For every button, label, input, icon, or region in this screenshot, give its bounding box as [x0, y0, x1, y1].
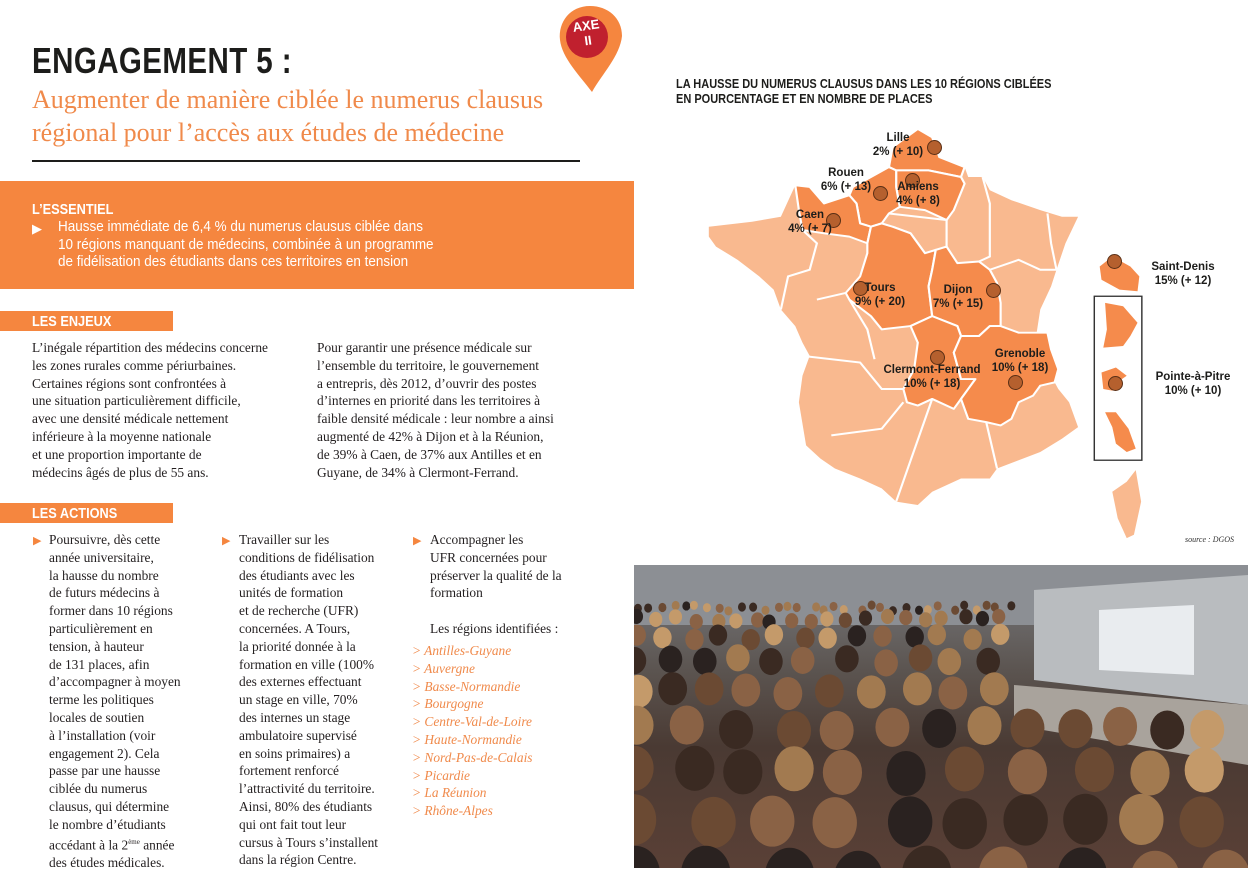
student-head	[693, 648, 717, 675]
student-head	[935, 611, 948, 626]
student-head	[791, 647, 815, 674]
student-head	[1075, 747, 1114, 792]
city-label	[821, 166, 871, 194]
student-head	[922, 709, 956, 748]
map-source: source : DGOS	[1185, 535, 1235, 544]
triangle-bullet-icon: ▶	[32, 222, 42, 237]
region-item: > Picardie	[412, 767, 470, 783]
city-dot-dijon	[986, 283, 1001, 298]
student-head	[1058, 847, 1108, 868]
student-head	[976, 648, 1000, 675]
student-head	[703, 603, 711, 612]
region-item: > Nord-Pas-de-Calais	[412, 749, 533, 765]
student-head	[835, 645, 859, 672]
city-label	[855, 281, 905, 309]
student-head	[729, 613, 742, 628]
lecture-hall-photo	[634, 565, 1248, 868]
actions-col1	[49, 531, 181, 872]
student-head	[777, 711, 811, 750]
student-head	[991, 624, 1009, 645]
student-head	[902, 846, 952, 868]
city-value: 6% (+ 13)	[820, 181, 872, 193]
student-head	[968, 706, 1002, 745]
city-value: 2% (+ 10)	[872, 146, 924, 158]
city-name: Dijon	[943, 284, 973, 296]
student-head	[675, 746, 714, 791]
student-head	[979, 846, 1029, 868]
student-head	[1119, 794, 1163, 845]
student-head	[783, 602, 791, 611]
student-head	[951, 606, 959, 615]
student-head	[634, 846, 660, 868]
actions-title: LES ACTIONS	[32, 505, 118, 522]
badge-line2: II	[583, 32, 593, 49]
student-head	[881, 609, 894, 624]
city-value: 10% (+ 10)	[1164, 385, 1222, 397]
student-head	[1179, 796, 1223, 847]
city-dot-pointe-à-pitre	[1108, 376, 1123, 391]
city-name: Lille	[886, 132, 910, 144]
city-label	[788, 208, 832, 236]
badge-line1: AXE	[571, 16, 601, 35]
student-head	[690, 601, 698, 610]
student-head	[685, 629, 703, 650]
student-head	[750, 796, 794, 847]
student-head	[709, 624, 727, 645]
city-value: 10% (+ 18)	[903, 378, 961, 390]
student-head	[848, 625, 866, 646]
city-value: 15% (+ 12)	[1154, 275, 1212, 287]
city-value: 4% (+ 8)	[896, 195, 940, 207]
student-head	[899, 610, 912, 625]
student-head	[812, 602, 820, 611]
region-item: > Basse-Normandie	[412, 678, 521, 694]
student-head	[669, 609, 682, 624]
student-head	[886, 751, 925, 796]
student-head	[813, 797, 857, 848]
superscript: ème	[128, 837, 140, 846]
student-head	[1007, 601, 1015, 610]
student-head	[839, 613, 852, 628]
enjeux-col2: Pour garantir une présence médicale sur l’ensemble du territoire, le gouvernement a entrepris, dès 2012, d’ouvrir des postes d’internes en priorité dans les territoires à faible densité médicale : leur nombre a ainsi augmenté de 42% à Dijon et à la Réunion, de 39% à Caen, de 37% aux Antilles et en Guyane, de 34% à Clermont-Ferrand.	[317, 340, 554, 480]
page-title: ENGAGEMENT 5 :	[32, 40, 292, 81]
student-head	[1103, 707, 1137, 746]
student-head	[723, 749, 762, 794]
student-head	[1150, 710, 1184, 749]
city-label	[1156, 370, 1231, 398]
student-head	[983, 601, 991, 610]
actions-col3: Accompagner les UFR concernées pour préserver la qualité de la formation	[430, 532, 562, 601]
city-dot-lille	[927, 140, 942, 155]
city-label	[873, 131, 923, 159]
city-value: 4% (+ 7)	[788, 223, 832, 235]
student-head	[672, 601, 680, 610]
city-name: Pointe-à-Pitre	[1155, 371, 1231, 383]
city-name: Grenoble	[994, 348, 1046, 360]
city-name: Clermont-Ferrand	[883, 364, 981, 376]
enjeux-header	[0, 311, 173, 331]
student-head	[830, 602, 838, 611]
student-head	[873, 626, 891, 647]
essentiel-title: L’ESSENTIEL	[32, 201, 114, 218]
student-head	[823, 750, 862, 795]
essentiel-text: Hausse immédiate de 6,4 % du numerus clausus ciblée dans 10 régions manquant de médecins, combinée à un programme de fidélisation des étudiants dans ces territoires en tension	[58, 219, 434, 270]
student-head	[773, 677, 802, 710]
student-head	[681, 846, 731, 868]
city-value: 9% (+ 20)	[854, 296, 906, 308]
student-head	[695, 672, 724, 705]
student-head	[876, 603, 884, 612]
axe-badge	[556, 4, 624, 94]
student-head	[980, 672, 1009, 705]
student-head	[959, 609, 972, 624]
student-head	[1058, 709, 1092, 748]
student-head	[634, 794, 656, 845]
city-name: Amiens	[897, 181, 939, 193]
actions-header	[0, 503, 173, 523]
city-label	[933, 283, 983, 311]
student-head	[938, 648, 962, 675]
student-head	[1003, 795, 1047, 846]
student-head	[716, 604, 724, 613]
student-head	[888, 796, 932, 847]
enjeux-col1: L’inégale répartition des médecins concerne les zones rurales comme périurbaines. Certaines régions sont confrontées à une situation particulièrement difficile, avec une densité médicale nettement inférieure à la moyenne nationale et une proportion importante de médecins âgés de plus de 55 ans.	[32, 340, 268, 480]
region-item: > La Réunion	[412, 785, 487, 801]
city-dot-rouen	[873, 186, 888, 201]
student-head	[765, 624, 783, 645]
student-head	[943, 798, 987, 849]
student-head	[762, 606, 770, 615]
student-head	[834, 851, 884, 868]
student-head	[934, 601, 942, 610]
student-head	[726, 644, 750, 671]
region-corse	[1112, 470, 1141, 538]
student-head	[903, 672, 932, 705]
student-head	[653, 627, 671, 648]
actions-col1-text: Poursuivre, dès cette année universitaire, la hausse du nombre de futurs médecins à former dans 10 régions particulièrement en tension, à hauteur de 131 places, afin d’accompagner à moyen terme les politiques locales de soutien à l’installation (voir engagement 2). Cela passe par une hausse ciblée du numerus clausus, qui détermine le nombre d’étudiants accédant à la 2	[49, 532, 181, 853]
student-head	[805, 614, 818, 629]
actions-col1-end: année des études médicales.	[49, 837, 175, 870]
city-label	[883, 363, 980, 391]
region-guyane	[1103, 303, 1137, 348]
city-dot-grenoble	[1008, 375, 1023, 390]
student-head	[670, 706, 704, 745]
student-head	[765, 848, 815, 868]
student-head	[928, 624, 946, 645]
student-head	[945, 746, 984, 791]
regions-title: Les régions identifiées :	[430, 621, 559, 636]
city-dot-saint-denis	[1107, 254, 1122, 269]
city-label	[1151, 260, 1214, 288]
student-head	[915, 606, 923, 615]
region-item: > Antilles-Guyane	[412, 643, 512, 658]
student-head	[634, 647, 646, 674]
student-head	[960, 601, 968, 610]
student-head	[1063, 794, 1107, 845]
student-head	[1010, 709, 1044, 748]
triangle-bullet-icon: ▶	[413, 534, 422, 547]
student-head	[731, 674, 760, 707]
student-head	[634, 706, 654, 745]
student-head	[793, 603, 801, 612]
student-head	[1201, 850, 1248, 868]
city-label	[992, 347, 1049, 375]
essentiel-box	[0, 181, 634, 289]
student-head	[691, 797, 735, 848]
student-head	[751, 612, 764, 627]
region-item: > Centre-Val-de-Loire	[412, 714, 532, 730]
student-head	[909, 644, 933, 671]
student-head	[724, 606, 732, 615]
student-head	[759, 648, 783, 675]
student-head	[815, 674, 844, 707]
student-head	[1185, 748, 1224, 793]
student-head	[738, 602, 746, 611]
enjeux-title: LES ENJEUX	[32, 313, 112, 330]
student-head	[649, 612, 662, 627]
student-head	[963, 629, 981, 650]
student-head	[820, 711, 854, 750]
student-head	[857, 675, 886, 708]
student-head	[749, 603, 757, 612]
student-head	[659, 646, 683, 673]
actions-col2: Travailler sur les conditions de fidélisation des étudiants avec les unités de formation et de recherche (UFR) concernées. A Tours, la priorité donnée à la formation en ville (100% des externes effectuant un stage en ville, 70% des internes un stage ambulatoire supervisé en soins primaires) a fortement renforcé l’attractivité du territoire. Ainsi, 80% des étudiants qui ont fait tout leur cursus à Tours s’installent dans la région Centre.	[239, 532, 379, 868]
city-label	[896, 180, 940, 208]
student-head	[919, 612, 932, 627]
triangle-bullet-icon: ▶	[222, 534, 231, 547]
student-head	[1190, 710, 1224, 749]
student-head	[658, 603, 666, 612]
student-head	[868, 601, 876, 610]
region-item: > Auvergne	[412, 660, 475, 676]
region-item: > Haute-Normandie	[412, 731, 522, 747]
student-head	[796, 627, 814, 648]
student-head	[682, 601, 690, 610]
student-head	[774, 746, 813, 791]
regions-list	[412, 642, 533, 820]
student-head	[992, 609, 1005, 624]
student-head	[658, 672, 687, 705]
student-head	[818, 627, 836, 648]
student-head	[785, 613, 798, 628]
student-head	[976, 611, 989, 626]
student-head	[820, 611, 833, 626]
page-subtitle: Augmenter de manière ciblée le numerus clausus régional pour l’accès aux études de médecine	[32, 85, 544, 147]
region-item: > Rhône-Alpes	[412, 803, 493, 819]
region-item: > Bourgogne	[412, 696, 484, 712]
student-head	[938, 676, 967, 709]
student-head	[634, 746, 654, 791]
student-head	[875, 708, 909, 747]
student-head	[634, 625, 646, 646]
student-head	[775, 603, 783, 612]
city-value: 7% (+ 15)	[932, 298, 984, 310]
city-name: Tours	[864, 282, 896, 294]
city-value: 10% (+ 18)	[991, 362, 1049, 374]
student-head	[859, 610, 872, 625]
student-head	[1130, 851, 1180, 868]
city-name: Saint-Denis	[1151, 261, 1215, 273]
student-head	[634, 675, 653, 708]
title-divider	[32, 160, 580, 162]
triangle-bullet-icon: ▶	[33, 534, 42, 547]
student-head	[874, 649, 898, 676]
student-head	[644, 603, 652, 612]
student-head	[1008, 749, 1047, 794]
student-head	[690, 614, 703, 629]
student-head	[719, 710, 753, 749]
region-martinique	[1105, 412, 1136, 452]
city-name: Rouen	[828, 167, 864, 179]
city-name: Caen	[795, 209, 825, 221]
student-head	[1130, 750, 1169, 795]
map-title: LA HAUSSE DU NUMERUS CLAUSUS DANS LES 10 RÉGIONS CIBLÉES EN POURCENTAGE ET EN NOMBRE DE PLACES	[676, 77, 1052, 106]
